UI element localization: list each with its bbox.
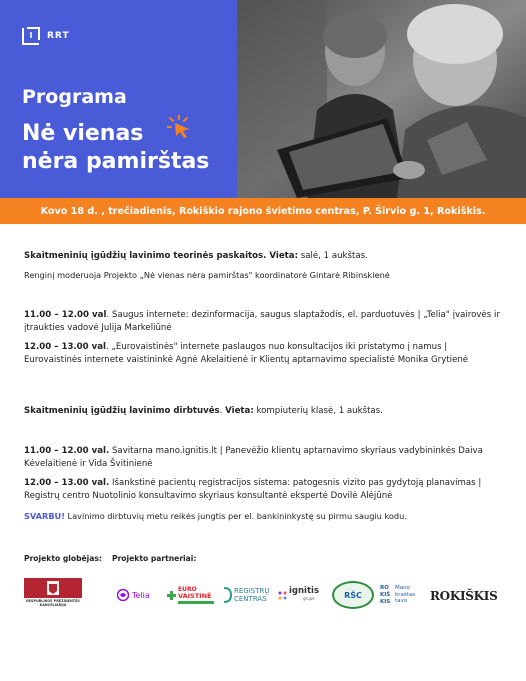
section2-item-2-time: 12.00 – 13.00 val. [24,478,110,488]
section1-item-2 [24,341,500,366]
hero-section [0,0,526,198]
section2-heading-mid: . [219,406,226,416]
section2-item-1-time: 11.00 – 12.00 val. [24,446,110,456]
section1-item-2-text: . „Eurovaistinės" internete paslaugos nuo konsultacijos iki pristatymo į namus | Eurovaistinės internete vaistininkė Agnė Akelaitienė ir Klientų aptarnavimo specialistė Monika Grytienė [24,342,469,365]
ignitis-logo [278,585,319,605]
section1-item-1-time: 11.00 – 12.00 val [24,310,107,320]
hero-photo [237,0,526,198]
section1-heading-bold: Skaitmeninių įgūdžių lavinimo teorinės paskaitos. Vieta: [24,251,299,261]
logos-row [0,577,526,617]
registru-centras-bottom: CENTRAS [234,595,267,603]
ignitis-logo-sub: grupė [303,596,315,601]
important-label: SVARBU! [24,511,65,521]
mano-krastas-line3: tavo [395,598,408,605]
hero-photo-illustration [237,0,526,198]
eurovaistine-logo [167,583,214,607]
telia-logo-text: Telia [132,590,150,600]
telia-pebble-icon [117,589,129,601]
section1-item-1 [24,309,500,334]
section1-heading-rest: salė, 1 aukštas. [298,251,368,261]
important-text: Lavinimo dirbtuvių metu reikės jungtis per el. bankininkystę su pirmu saugiu kodu. [64,511,407,521]
rokiskis-logo [430,587,497,605]
registru-centras-top: REGISTRŲ [234,587,270,595]
patron-logo-text: RESPUBLIKOS PREZIDENTĖS KANCELIARIJA [26,598,80,607]
rsc-logo-text: RŠC [344,590,362,600]
hero-panel [0,0,237,198]
hero-title [22,120,209,176]
important-note [24,510,500,523]
section1-heading [24,250,500,263]
mano-krastas-line1: Mano [395,585,410,592]
registru-centras-mark-icon [222,587,232,603]
section2-heading-bold: Skaitmeninių įgūdžių lavinimo dirbtuvės [24,406,220,416]
rsc-logo [332,581,374,609]
section2-heading [24,405,500,418]
rsc-logo-badge [332,581,374,609]
telia-logo [117,587,150,603]
section2-item-2 [24,477,500,502]
hero-subtitle: Programa [22,86,127,108]
section2-item-1-text: Savitarna mano.ignitis.lt | Panevėžio klientų aptarnavimo skyriaus vadybininkės Daiva Kėvelaitienė ir Vida Švitinienė [24,446,483,469]
brand-logo [21,26,70,46]
section2-item-1 [24,445,500,470]
rokiskis-small-text: RO KIŠ KIS [380,584,391,605]
section2-heading-bold2: Vieta: [225,406,254,416]
section2-item-2-text: Išankstinė pacientų registracijos sistema: patogesnis vizito pas gydytoją planavimas | Registrų centro Nuotolinio konsultavimo skyriaus konsultantė ekspertė Dovilė Alėjūnė [24,478,482,501]
eurovaistine-logo-top: EURO [178,586,197,593]
mano-krastas-logo [380,581,415,609]
hero-title-line2: nėra pamirštas [22,149,210,174]
registru-centras-logo [222,583,269,607]
partners-label: Projekto partneriai: [112,554,197,563]
eurovaistine-logo-bottom: VAISTINĖ [178,592,212,600]
pharmacy-cross-icon [167,591,176,600]
section1-item-2-time: 12.00 – 13.00 val [24,342,106,352]
ignitis-dots-icon [278,591,287,600]
event-info-banner: Kovo 18 d. , trečiadienis, Rokiškio rajono švietimo centras, P. Širvio g. 1, Rokiškis. [0,198,526,224]
section1-moderator: Renginį moderuoja Projekto „Nė vienas nėra pamirštas" koordinatorė Gintarė Ribinskienė [24,270,390,280]
patron-label: Projekto globėjas: [24,554,102,563]
brand-logo-text: RRT [47,31,70,41]
section1-item-1-text: . Saugus internete: dezinformacija, saugus slaptažodis, el. parduotuvės | „Telia" įvairovės ir įtraukties vadovė Julija Markeliūnė [24,310,500,333]
rokiskis-logo-text: ROKIŠKIS [430,589,498,603]
mano-krastas-line2: kraštas [395,591,416,598]
coat-of-arms-icon [24,578,82,598]
brand-logo-icon [21,26,41,46]
hero-title-line1: Nė vienas [22,121,144,146]
patron-logo [24,577,82,607]
eurovaistine-bar [178,601,214,604]
section2-heading-rest: kompiuterių klasė, 1 aukštas. [253,406,383,416]
ignitis-logo-text: ignitis [289,586,319,596]
